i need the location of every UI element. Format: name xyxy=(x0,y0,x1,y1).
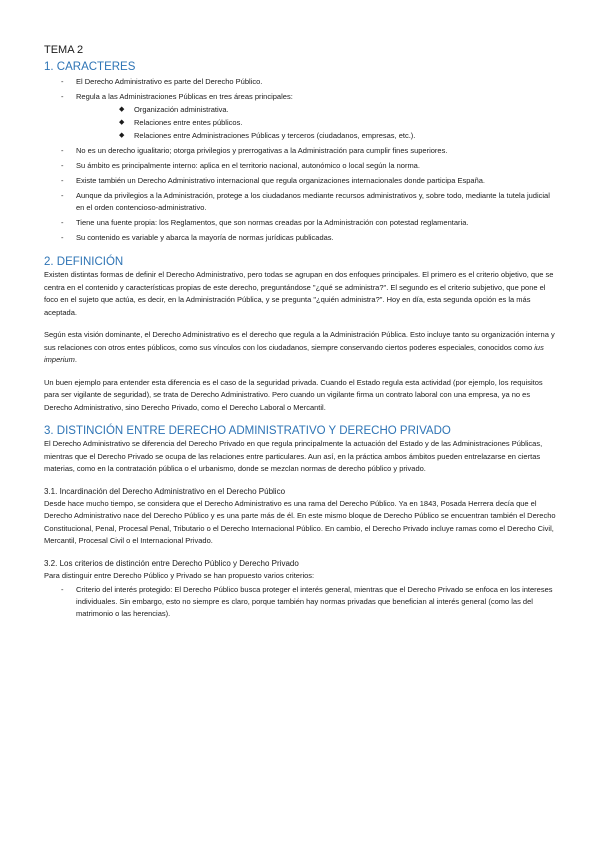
list-item: - El Derecho Administrativo es parte del Derecho Público. xyxy=(44,76,558,88)
subsection-3-2-title: 3.2. Los criterios de distinción entre Derecho Público y Derecho Privado xyxy=(44,558,299,568)
sub-list-item: ◆ Relaciones entre Administraciones Públicas y terceros (ciudadanos, empresas, etc.). xyxy=(76,130,558,142)
list-item: - Su contenido es variable y abarca la mayoría de normas jurídicas publicadas. xyxy=(44,232,558,244)
section-1-title: 1. CARACTERES xyxy=(44,61,136,73)
paragraph-text-end: . xyxy=(74,355,77,364)
list-item-text: Regula a las Administraciones Públicas en tres áreas principales: xyxy=(76,92,293,101)
paragraph-text: Según esta visión dominante, el Derecho Administrativo es el derecho que regula a la Administración Pública. Esto incluye tanto su organización interna y sus relaciones con otros entes públicos, como sus vínculos con los ciudadanos, siempre conservando ciertos poderes especiales, conocidos como xyxy=(44,330,555,352)
paragraph: El Derecho Administrativo se diferencia del Derecho Privado en que regula principalmente la actuación del Estado y de las Administraciones Públicas, mientras que el Derecho Privado se ocupa de las relaciones entre particulares. Aun así, en la práctica ambos ámbitos pueden entrelazarse en ciertas materias, como en la contratación pública o el urbanismo, donde se mezclan normas de derecho público y privado. xyxy=(44,439,543,473)
section-1-list xyxy=(44,76,558,244)
list-item: - Su ámbito es principalmente interno: aplica en el territorio nacional, autonómico o local según la norma. xyxy=(44,160,558,172)
sub-list-item: ◆ Relaciones entre entes públicos. xyxy=(76,117,558,129)
paragraph xyxy=(44,329,558,367)
paragraph: Para distinguir entre Derecho Público y Privado se han propuesto varios criterios: xyxy=(44,570,315,580)
list-item: - No es un derecho igualitario; otorga privilegios y prerrogativas a la Administración para cumplir fines superiores. xyxy=(44,145,558,157)
subsection-3-1-title: 3.1. Incardinación del Derecho Administrativo en el Derecho Público xyxy=(44,486,286,496)
list-item: - Tiene una fuente propia: los Reglamentos, que son normas creadas por la Administración con potestad reglamentaria. xyxy=(44,217,558,229)
section-3-title: 3. DISTINCIÓN ENTRE DERECHO ADMINISTRATIVO Y DERECHO PRIVADO xyxy=(44,425,451,437)
list-item: - Criterio del interés protegido: El Derecho Público busca proteger el interés general, mientras que el Derecho Privado se enfoca en los intereses individuales. Sin embargo, esto no siempre es claro, porque también hay normas privadas que benefician al interés general (como las del matrimonio o las herencias). xyxy=(44,584,558,620)
paragraph: Un buen ejemplo para entender esta diferencia es el caso de la seguridad privada. Cuando el Estado regula esta actividad (por ejemplo, los requisitos para ser vigilante de seguridad), se trata de Derecho Administrativo. Pero cuando un vigilante firma un contrato laboral con una empresa, ya no es Derecho Administrativo, sino Derecho Privado, como el Derecho Laboral o Mercantil. xyxy=(44,377,543,412)
section-2-title: 2. DEFINICIÓN xyxy=(44,256,124,268)
sub-list xyxy=(76,104,558,142)
latin-term: ius imperium xyxy=(44,342,544,364)
list-item xyxy=(44,91,558,142)
sub-list-item: ◆ Organización administrativa. xyxy=(76,104,558,116)
list-item: - Existe también un Derecho Administrativo internacional que regula organizaciones internacionales donde participa España. xyxy=(44,175,558,187)
paragraph: Existen distintas formas de definir el Derecho Administrativo, pero todas se agrupan en dos enfoques principales. El primero es el criterio objetivo, que se centra en el contenido y características propias de este derecho, preguntándose "¿qué se administra?". El segundo es el criterio subjetivo, que pone el foco en el sujeto que actúa, es decir, en la Administración Pública, y se pregunta "¿quién administra?". Hoy en día, esta segunda opción es la más aceptada. xyxy=(44,270,554,317)
criteria-list xyxy=(44,584,558,620)
paragraph: Desde hace mucho tiempo, se considera que el Derecho Administrativo es una rama del Derecho Público. Ya en 1843, Posada Herrera decía que el Derecho Administrativo nace del Derecho Público y es una parte más de él. En este mismo bloque de Derecho Público se encuentran también el Derecho Constitucional, Penal, Procesal Penal, Tributario o el Derecho Internacional Público. En cambio, el Derecho Privado incluye ramas como el Derecho Civil, Mercantil, Procesal Civil o el Internacional Privado. xyxy=(44,498,556,545)
document-content xyxy=(44,43,558,623)
topic-heading: TEMA 2 xyxy=(44,44,84,56)
list-item: - Aunque da privilegios a la Administración, protege a los ciudadanos mediante recursos administrativos y, sobre todo, mediante la tutela judicial en el orden contencioso-administrativo. xyxy=(44,190,558,214)
